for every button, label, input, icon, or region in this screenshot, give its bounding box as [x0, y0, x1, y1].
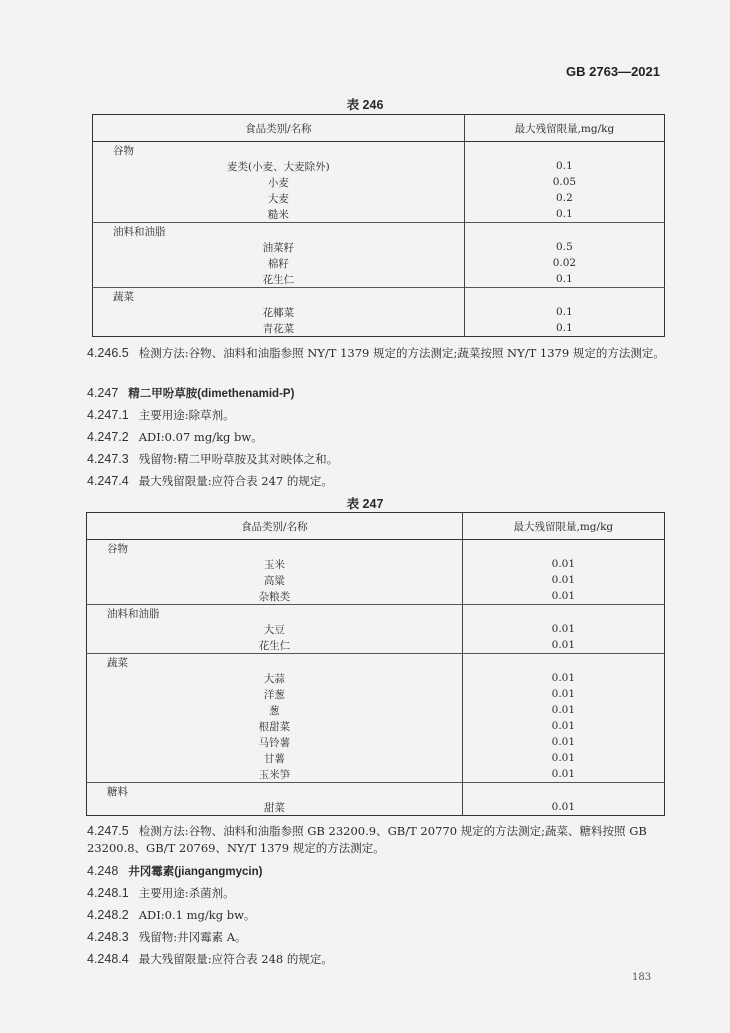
column-header-value: 最大残留限量,mg/kg: [462, 513, 664, 540]
food-name: 葱: [269, 704, 280, 717]
paragraph-text: ADI:0.1 mg/kg bw。: [138, 908, 256, 922]
mrl-value: 0.2: [464, 190, 664, 206]
mrl-value: 0.01: [462, 718, 664, 734]
section-number: 4.247.2: [87, 430, 129, 444]
mrl-value: 0.02: [464, 255, 664, 271]
food-name: 大蒜: [263, 672, 285, 685]
paragraph-text: 残留物:井冈霉素 A。: [138, 930, 247, 944]
mrl-value: 0.05: [464, 174, 664, 190]
table-247-caption: 表 247: [346, 497, 384, 511]
paragraph: [87, 885, 667, 902]
mrl-value: 0.01: [462, 702, 664, 718]
mrl-value: 0.01: [462, 766, 664, 783]
table-row: [93, 255, 665, 271]
table-246-caption: 表 246: [346, 98, 384, 112]
table-row: [87, 766, 665, 783]
food-name: 大豆: [263, 623, 285, 636]
mrl-value: 0.01: [462, 637, 664, 654]
mrl-value: 0.1: [464, 320, 664, 337]
table-row: [87, 637, 665, 654]
standard-number: GB 2763—2021: [566, 64, 660, 79]
group-row: [93, 288, 665, 305]
food-name: 花生仁: [262, 273, 295, 286]
column-header-value: 最大残留限量,mg/kg: [464, 115, 664, 142]
group-name: 糖料: [87, 783, 463, 800]
section-number: 4.248: [87, 864, 119, 878]
food-name: 棉籽: [267, 257, 289, 270]
mrl-value: 0.01: [462, 572, 664, 588]
table-row: [87, 556, 665, 572]
mrl-value: 0.01: [462, 750, 664, 766]
paragraph: [87, 451, 667, 468]
group-row: [87, 605, 665, 622]
food-name: 洋葱: [263, 688, 285, 701]
group-row: [93, 223, 665, 240]
section-number: 4.248.1: [87, 886, 129, 900]
paragraph: [87, 429, 667, 446]
column-header-name: 食品类别/名称: [93, 115, 465, 142]
table-row: [93, 158, 665, 174]
food-name: 油菜籽: [262, 241, 295, 254]
table-row: [87, 588, 665, 605]
table-row: [93, 206, 665, 223]
food-name: 小麦: [267, 176, 289, 189]
paragraph: [87, 345, 667, 362]
mrl-value: 0.5: [464, 239, 664, 255]
group-name: 油料和油脂: [87, 605, 463, 622]
mrl-value: 0.1: [464, 158, 664, 174]
paragraph: [87, 385, 667, 403]
food-name: 青花菜: [262, 322, 295, 335]
section-number: 4.247.3: [87, 452, 129, 466]
paragraph: [87, 823, 667, 857]
table-row: [93, 271, 665, 288]
table-header-row: [93, 115, 665, 142]
mrl-value: 0.01: [462, 588, 664, 605]
paragraph: [87, 951, 667, 968]
table-row: [87, 734, 665, 750]
table-247: [86, 512, 665, 816]
table-246: [92, 114, 665, 337]
paragraph: [87, 929, 667, 946]
mrl-value: 0.1: [464, 271, 664, 288]
table-row: [87, 718, 665, 734]
food-name: 糙米: [267, 208, 289, 221]
paragraph: [87, 473, 667, 490]
paragraph-text: 检测方法:谷物、油料和油脂参照 NY/T 1379 规定的方法测定;蔬菜按照 NY/T 1379 规定的方法测定。: [138, 346, 665, 360]
table-row: [87, 621, 665, 637]
table-row: [93, 320, 665, 337]
mrl-value: 0.1: [464, 206, 664, 223]
group-name: 蔬菜: [93, 288, 465, 305]
food-name: 甘薯: [263, 752, 285, 765]
group-name: 谷物: [107, 542, 128, 555]
section-number: 4.247.5: [87, 824, 129, 838]
paragraph-text: 主要用途:除草剂。: [138, 408, 235, 422]
food-name: 马铃薯: [258, 736, 291, 749]
food-name: 甜菜: [263, 801, 285, 814]
group-name: 油料和油脂: [93, 223, 465, 240]
food-name: 杂粮类: [258, 590, 291, 603]
section-number: 4.248.3: [87, 930, 129, 944]
mrl-value: 0.01: [462, 621, 664, 637]
mrl-value: 0.01: [462, 686, 664, 702]
paragraph: [87, 863, 667, 881]
group-row: [87, 654, 665, 671]
group-row: [87, 540, 665, 557]
mrl-value: 0.01: [462, 799, 664, 816]
food-name: 花生仁: [258, 639, 291, 652]
table-row: [93, 174, 665, 190]
table-header-row: [87, 513, 665, 540]
table-row: [87, 750, 665, 766]
food-name: 麦类(小麦、大麦除外): [227, 160, 330, 173]
food-name: 大麦: [267, 192, 289, 205]
group-row: [93, 142, 665, 159]
food-name: 玉米: [263, 558, 285, 571]
column-header-name: 食品类别/名称: [87, 513, 463, 540]
paragraph-text: 残留物:精二甲吩草胺及其对映体之和。: [138, 452, 339, 466]
paragraph-text: 最大残留限量:应符合表 247 的规定。: [138, 474, 333, 488]
group-name: 蔬菜: [87, 654, 463, 671]
paragraph-text: 最大残留限量:应符合表 248 的规定。: [138, 952, 333, 966]
table-row: [93, 304, 665, 320]
table-row: [87, 799, 665, 816]
table-row: [87, 572, 665, 588]
paragraph: [87, 407, 667, 424]
food-name: 高粱: [263, 574, 285, 587]
food-name: 根甜菜: [258, 720, 291, 733]
page-number: 183: [632, 972, 652, 983]
paragraph-text: 精二甲吩草胺(dimethenamid-P): [128, 388, 295, 400]
mrl-value: 0.01: [462, 670, 664, 686]
table-row: [87, 670, 665, 686]
paragraph-text: 检测方法:谷物、油料和油脂参照 GB 23200.9、GB/T 20770 规定的方法测定;蔬菜、糖料按照 GB 23200.8、GB/T 20769、NY/T 1379 规定的方法测定。: [87, 824, 647, 855]
section-number: 4.248.2: [87, 908, 129, 922]
table-row: [93, 190, 665, 206]
mrl-value: 0.1: [464, 304, 664, 320]
table-row: [87, 686, 665, 702]
paragraph-text: 井冈霉素(jiangangmycin): [128, 866, 263, 878]
food-name: 花椰菜: [262, 306, 295, 319]
paragraph: [87, 907, 667, 924]
paragraph-text: ADI:0.07 mg/kg bw。: [138, 430, 263, 444]
paragraph-text: 主要用途:杀菌剂。: [138, 886, 235, 900]
mrl-value: 0.01: [462, 556, 664, 572]
section-number: 4.248.4: [87, 952, 129, 966]
mrl-value: 0.01: [462, 734, 664, 750]
group-name: 谷物: [113, 144, 134, 157]
section-number: 4.247.4: [87, 474, 129, 488]
table-row: [87, 702, 665, 718]
table-row: [93, 239, 665, 255]
food-name: 玉米笋: [258, 768, 291, 781]
section-number: 4.246.5: [87, 346, 129, 360]
section-number: 4.247.1: [87, 408, 129, 422]
group-row: [87, 783, 665, 800]
section-number: 4.247: [87, 386, 119, 400]
